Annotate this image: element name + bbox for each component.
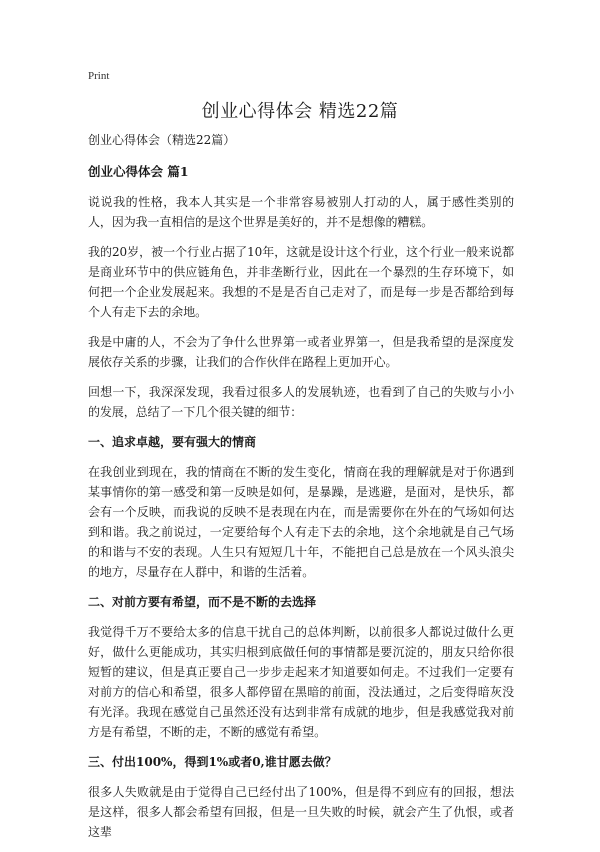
document-title: 创业心得体会 精选22篇 <box>201 101 399 122</box>
paragraph-6: 我觉得千万不要给太多的信息干扰自己的总体判断，以前很多人都说过做什么更好，做什么更能成功，其实归根到底做任何的事情都是要沉淀的，朋友只给你很短暂的建议，但是真正要自己一步步走起来才知道要如何走。不过我们一定要有对前方的信心和希望，很多人都停留在黑暗的前面，没法通过，之后变得暗灰没有光泽。我现在感觉自己虽然还没有达到非常有成就的地步，但是我感觉我对前方是有希望，不断的走，不断的感觉有希望。 <box>88 625 514 739</box>
print-label: Print <box>88 70 110 82</box>
document-content <box>88 130 514 852</box>
document-subtitle: 创业心得体会（精选22篇） <box>88 133 236 147</box>
paragraph-4: 回想一下，我深深发现，我看过很多人的发展轨迹，也看到了自己的失败与小小的发展，总结了一下几个很关键的细节： <box>88 385 514 419</box>
paragraph-5: 在我创业到现在，我的情商在不断的发生变化，情商在我的理解就是对于你遇到某事情你的第一感受和第一反映是如何，是暴躁，是逃避，是面对，是快乐，都会有一个反映，而我说的反映不是表现在内在，而是需要你在外在的气场如何达到和谐。我之前说过，一定要给每个人有走下去的余地，这个余地就是自己气场的和谐与不安的表现。人生只有短短几十年，不能把自己总是放在一个风头浪尖的地方，尽量存在人群中，和谐的生活着。 <box>88 465 514 579</box>
paragraph-3: 我是中庸的人，不会为了争什么世界第一或者业界第一，但是我希望的是深度发展依存关系的步骤，让我们的合作伙伴在路程上更加开心。 <box>88 335 514 369</box>
heading-3: 三、付出100%，得到1%或者0,谁甘愿去做？ <box>88 755 337 769</box>
paragraph-7: 很多人失败就是由于觉得自己已经付出了100%，但是得不到应有的回报，想法是这样，很多人都会希望有回报，但是一旦失败的时候，就会产生了仇恨，或者这辈 <box>88 785 514 839</box>
paragraph-1: 说说我的性格，我本人其实是一个非常容易被别人打动的人，属于感性类别的人，因为我一直相信的是这个世界是美好的，并不是想像的糟糕。 <box>88 195 514 229</box>
heading-2: 二、对前方要有希望，而不是不断的去选择 <box>88 595 317 609</box>
paragraph-2: 我的20岁，被一个行业占据了10年，这就是设计这个行业，这个行业一般来说都是商业环节中的供应链角色，并非垄断行业，因此在一个暴烈的生存环境下，如何把一个企业发展起来。我想的不是是否自己走对了，而是每一步是否都给到每个人有走下去的余地。 <box>88 245 514 319</box>
heading-1: 一、追求卓越，要有强大的情商 <box>88 435 257 449</box>
section-title: 创业心得体会 篇1 <box>88 164 189 179</box>
